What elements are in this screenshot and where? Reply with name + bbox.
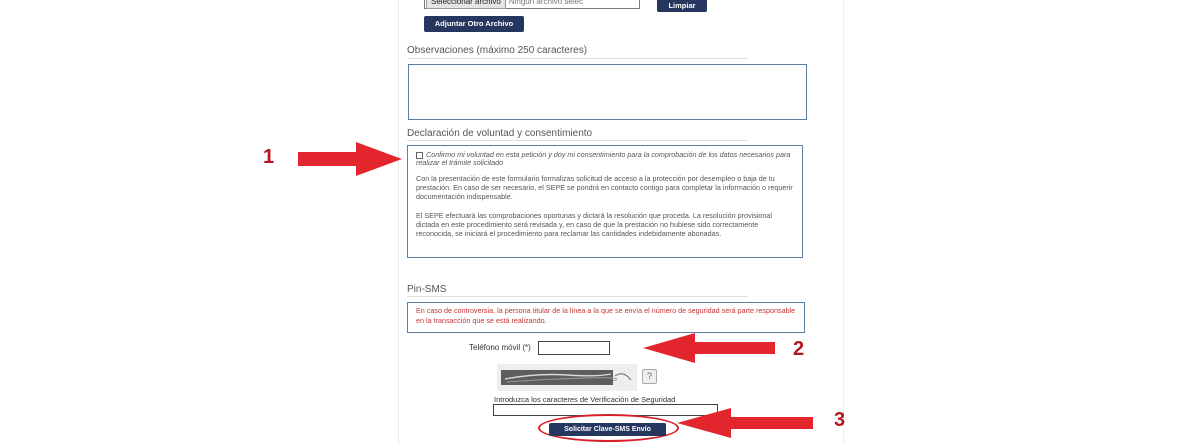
clear-button[interactable]: Limpiar — [657, 0, 707, 12]
declaration-paragraph-1: Con la presentación de este formulario formalizas solicitud de acceso a la protección por desempleo o baja de tu prestación. En caso de ser necesario, el SEPE se pondrá en contacto contigo para completar la información o requerir documentación indispensable. — [416, 174, 793, 201]
page-left-border — [398, 0, 399, 445]
step-number-1: 1 — [263, 146, 275, 168]
arrow-left-icon — [677, 408, 813, 438]
page-right-border — [843, 0, 844, 445]
captcha-label: Introduzca los caracteres de Verificación de Seguridad — [494, 395, 676, 404]
phone-input[interactable] — [538, 341, 610, 355]
no-file-text: Ningún archivo selec — [508, 0, 584, 6]
arrow-right-icon — [298, 142, 404, 176]
phone-label: Teléfono móvil (*) — [469, 343, 531, 352]
step-number-3: 3 — [834, 409, 846, 431]
observations-textarea[interactable] — [408, 64, 807, 120]
pin-sms-divider — [407, 296, 748, 297]
observations-title: Observaciones (máximo 250 caracteres) — [407, 45, 588, 56]
declaration-box — [407, 145, 803, 258]
consent-text: Confirmo mi voluntad en esta petición y doy mi consentimiento para la comprobación de los datos necesarios para realizar el trámite solicitado — [416, 150, 791, 167]
request-sms-button[interactable]: Solicitar Clave-SMS Envío — [549, 423, 666, 436]
captcha-help-icon[interactable]: ? — [642, 369, 657, 384]
select-file-button[interactable]: Seleccionar archivo — [426, 0, 506, 9]
consent-row — [416, 151, 796, 167]
declaration-divider — [407, 140, 748, 141]
arrow-left-icon — [643, 333, 775, 363]
pin-sms-warning-box — [407, 302, 805, 333]
captcha-image — [497, 364, 637, 391]
declaration-title: Declaración de voluntad y consentimiento — [407, 128, 593, 139]
pin-sms-title: Pin-SMS — [407, 284, 447, 295]
declaration-paragraph-2: El SEPE efectuará las comprobaciones oportunas y dictará la resolución que proceda. La resolución provisional dictada en este procedimiento será revisada y, en caso de que la prestación no hubiese sido correctamente reconocida, se iniciará el procedimiento para reclamar las cantidades indebidamente abonadas. — [416, 211, 772, 238]
observations-divider — [407, 58, 748, 59]
pin-sms-warning: En caso de controversia, la persona titular de la línea a la que se envía el número de seguridad será parte responsable en la transacción que se está realizando. — [416, 306, 796, 325]
file-input[interactable] — [424, 0, 640, 9]
attach-other-file-button[interactable]: Adjuntar Otro Archivo — [424, 16, 524, 32]
step-number-2: 2 — [793, 338, 805, 360]
